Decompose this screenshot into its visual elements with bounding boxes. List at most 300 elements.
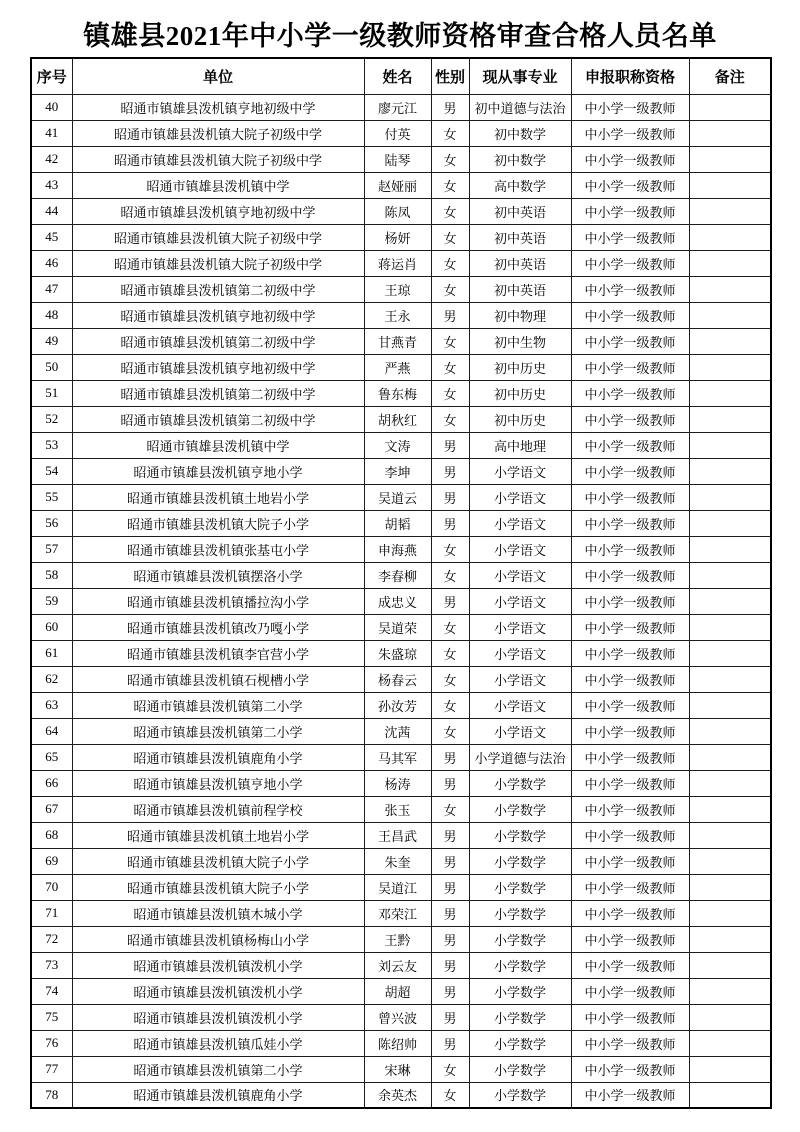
cell-serial: 63 — [31, 692, 72, 718]
cell-declared-title: 中小学一级教师 — [571, 692, 689, 718]
table-row — [31, 276, 771, 302]
cell-declared-title: 中小学一级教师 — [571, 640, 689, 666]
cell-gender: 男 — [431, 926, 469, 952]
cell-gender: 男 — [431, 588, 469, 614]
page-title: 镇雄县2021年中小学一级教师资格审查合格人员名单 — [83, 21, 717, 51]
cell-declared-title: 中小学一级教师 — [571, 354, 689, 380]
cell-unit: 昭通市镇雄县泼机镇第二初级中学 — [72, 406, 364, 432]
cell-serial: 76 — [31, 1030, 72, 1056]
cell-name: 宋琳 — [364, 1056, 431, 1082]
cell-remarks — [689, 380, 771, 406]
cell-unit: 昭通市镇雄县泼机镇第二小学 — [72, 692, 364, 718]
cell-remarks — [689, 1082, 771, 1108]
cell-unit: 昭通市镇雄县泼机镇石枧槽小学 — [72, 666, 364, 692]
table-row — [31, 900, 771, 926]
cell-name: 胡超 — [364, 978, 431, 1004]
table-row — [31, 380, 771, 406]
table-row — [31, 848, 771, 874]
table-row — [31, 588, 771, 614]
cell-gender: 男 — [431, 458, 469, 484]
cell-name: 吴道江 — [364, 874, 431, 900]
table-row — [31, 536, 771, 562]
cell-declared-title: 中小学一级教师 — [571, 796, 689, 822]
cell-serial: 43 — [31, 172, 72, 198]
cell-remarks — [689, 978, 771, 1004]
cell-gender: 女 — [431, 250, 469, 276]
table-row — [31, 1030, 771, 1056]
cell-remarks — [689, 198, 771, 224]
cell-gender: 男 — [431, 770, 469, 796]
cell-gender: 男 — [431, 978, 469, 1004]
cell-unit: 昭通市镇雄县泼机镇第二初级中学 — [72, 328, 364, 354]
table-row — [31, 770, 771, 796]
cell-remarks — [689, 848, 771, 874]
cell-remarks — [689, 718, 771, 744]
table-row — [31, 640, 771, 666]
cell-unit: 昭通市镇雄县泼机镇亨地初级中学 — [72, 302, 364, 328]
cell-remarks — [689, 224, 771, 250]
cell-remarks — [689, 744, 771, 770]
cell-name: 李春柳 — [364, 562, 431, 588]
cell-gender: 女 — [431, 796, 469, 822]
cell-remarks — [689, 640, 771, 666]
cell-profession: 小学数学 — [469, 926, 571, 952]
cell-serial: 59 — [31, 588, 72, 614]
cell-gender: 女 — [431, 120, 469, 146]
cell-declared-title: 中小学一级教师 — [571, 224, 689, 250]
cell-serial: 69 — [31, 848, 72, 874]
cell-serial: 52 — [31, 406, 72, 432]
cell-remarks — [689, 822, 771, 848]
cell-name: 胡秋红 — [364, 406, 431, 432]
cell-gender: 女 — [431, 276, 469, 302]
cell-gender: 男 — [431, 1004, 469, 1030]
table-row — [31, 146, 771, 172]
cell-profession: 小学数学 — [469, 900, 571, 926]
cell-declared-title: 中小学一级教师 — [571, 146, 689, 172]
cell-unit: 昭通市镇雄县泼机镇第二小学 — [72, 1056, 364, 1082]
cell-remarks — [689, 172, 771, 198]
cell-profession: 初中历史 — [469, 406, 571, 432]
cell-unit: 昭通市镇雄县泼机镇泼机小学 — [72, 978, 364, 1004]
cell-profession: 小学数学 — [469, 1056, 571, 1082]
cell-profession: 初中历史 — [469, 354, 571, 380]
cell-gender: 女 — [431, 1056, 469, 1082]
cell-name: 吴道荣 — [364, 614, 431, 640]
cell-remarks — [689, 328, 771, 354]
cell-unit: 昭通市镇雄县泼机镇亨地初级中学 — [72, 198, 364, 224]
cell-unit: 昭通市镇雄县泼机镇大院子小学 — [72, 510, 364, 536]
cell-declared-title: 中小学一级教师 — [571, 770, 689, 796]
cell-remarks — [689, 796, 771, 822]
table-row — [31, 874, 771, 900]
cell-name: 余英杰 — [364, 1082, 431, 1108]
cell-remarks — [689, 94, 771, 120]
cell-name: 朱奎 — [364, 848, 431, 874]
cell-serial: 50 — [31, 354, 72, 380]
cell-name: 申海燕 — [364, 536, 431, 562]
table-row — [31, 432, 771, 458]
cell-serial: 56 — [31, 510, 72, 536]
cell-gender: 女 — [431, 562, 469, 588]
cell-declared-title: 中小学一级教师 — [571, 978, 689, 1004]
table-row — [31, 224, 771, 250]
cell-gender: 女 — [431, 224, 469, 250]
table-row — [31, 302, 771, 328]
cell-remarks — [689, 1030, 771, 1056]
cell-declared-title: 中小学一级教师 — [571, 744, 689, 770]
roster-table — [30, 57, 772, 1109]
cell-profession: 小学语文 — [469, 692, 571, 718]
cell-name: 曾兴波 — [364, 1004, 431, 1030]
cell-serial: 41 — [31, 120, 72, 146]
cell-profession: 小学数学 — [469, 978, 571, 1004]
cell-name: 朱盛琼 — [364, 640, 431, 666]
cell-profession: 小学语文 — [469, 536, 571, 562]
cell-gender: 男 — [431, 510, 469, 536]
cell-name: 文涛 — [364, 432, 431, 458]
cell-name: 赵娅丽 — [364, 172, 431, 198]
cell-profession: 小学语文 — [469, 666, 571, 692]
table-row — [31, 94, 771, 120]
cell-profession: 小学语文 — [469, 484, 571, 510]
cell-profession: 小学数学 — [469, 1082, 571, 1108]
table-row — [31, 1004, 771, 1030]
cell-name: 严燕 — [364, 354, 431, 380]
cell-remarks — [689, 354, 771, 380]
cell-serial: 45 — [31, 224, 72, 250]
table-row — [31, 484, 771, 510]
cell-name: 杨涛 — [364, 770, 431, 796]
cell-name: 马其军 — [364, 744, 431, 770]
cell-unit: 昭通市镇雄县泼机镇大院子小学 — [72, 848, 364, 874]
cell-serial: 49 — [31, 328, 72, 354]
cell-name: 王昌武 — [364, 822, 431, 848]
header-serial: 序号 — [31, 58, 72, 94]
cell-serial: 64 — [31, 718, 72, 744]
cell-unit: 昭通市镇雄县泼机镇土地岩小学 — [72, 822, 364, 848]
cell-gender: 女 — [431, 614, 469, 640]
cell-unit: 昭通市镇雄县泼机镇亨地初级中学 — [72, 94, 364, 120]
cell-unit: 昭通市镇雄县泼机镇泼机小学 — [72, 952, 364, 978]
table-row — [31, 978, 771, 1004]
cell-name: 邓荣江 — [364, 900, 431, 926]
cell-gender: 男 — [431, 952, 469, 978]
cell-profession: 初中英语 — [469, 198, 571, 224]
cell-profession: 小学语文 — [469, 458, 571, 484]
cell-profession: 小学语文 — [469, 718, 571, 744]
cell-declared-title: 中小学一级教师 — [571, 198, 689, 224]
cell-serial: 47 — [31, 276, 72, 302]
cell-name: 廖元江 — [364, 94, 431, 120]
header-name: 姓名 — [364, 58, 431, 94]
header-unit: 单位 — [72, 58, 364, 94]
cell-gender: 男 — [431, 874, 469, 900]
cell-profession: 小学数学 — [469, 848, 571, 874]
cell-gender: 女 — [431, 380, 469, 406]
cell-unit: 昭通市镇雄县泼机镇泼机小学 — [72, 1004, 364, 1030]
cell-declared-title: 中小学一级教师 — [571, 900, 689, 926]
table-row — [31, 458, 771, 484]
cell-profession: 小学道德与法治 — [469, 744, 571, 770]
cell-serial: 74 — [31, 978, 72, 1004]
table-row — [31, 1056, 771, 1082]
cell-unit: 昭通市镇雄县泼机镇大院子小学 — [72, 874, 364, 900]
table-row — [31, 718, 771, 744]
cell-declared-title: 中小学一级教师 — [571, 276, 689, 302]
cell-profession: 初中英语 — [469, 224, 571, 250]
cell-serial: 67 — [31, 796, 72, 822]
cell-declared-title: 中小学一级教师 — [571, 822, 689, 848]
cell-gender: 女 — [431, 666, 469, 692]
table-row — [31, 796, 771, 822]
cell-name: 王永 — [364, 302, 431, 328]
table-row — [31, 666, 771, 692]
cell-declared-title: 中小学一级教师 — [571, 848, 689, 874]
cell-remarks — [689, 276, 771, 302]
cell-serial: 72 — [31, 926, 72, 952]
cell-unit: 昭通市镇雄县泼机镇中学 — [72, 432, 364, 458]
cell-remarks — [689, 926, 771, 952]
cell-gender: 女 — [431, 354, 469, 380]
cell-unit: 昭通市镇雄县泼机镇第二初级中学 — [72, 276, 364, 302]
cell-gender: 男 — [431, 848, 469, 874]
cell-declared-title: 中小学一级教师 — [571, 250, 689, 276]
cell-remarks — [689, 562, 771, 588]
cell-gender: 女 — [431, 692, 469, 718]
cell-profession: 小学数学 — [469, 1030, 571, 1056]
cell-gender: 男 — [431, 822, 469, 848]
cell-unit: 昭通市镇雄县泼机镇播拉沟小学 — [72, 588, 364, 614]
cell-unit: 昭通市镇雄县泼机镇摆洛小学 — [72, 562, 364, 588]
cell-unit: 昭通市镇雄县泼机镇李官营小学 — [72, 640, 364, 666]
cell-gender: 女 — [431, 1082, 469, 1108]
cell-profession: 小学数学 — [469, 796, 571, 822]
cell-remarks — [689, 1056, 771, 1082]
cell-profession: 小学语文 — [469, 588, 571, 614]
cell-name: 成忠义 — [364, 588, 431, 614]
cell-gender: 女 — [431, 198, 469, 224]
cell-declared-title: 中小学一级教师 — [571, 1056, 689, 1082]
cell-profession: 小学数学 — [469, 770, 571, 796]
cell-gender: 男 — [431, 744, 469, 770]
cell-gender: 女 — [431, 328, 469, 354]
table-row — [31, 510, 771, 536]
cell-serial: 73 — [31, 952, 72, 978]
table-row — [31, 744, 771, 770]
cell-remarks — [689, 458, 771, 484]
cell-remarks — [689, 432, 771, 458]
cell-gender: 男 — [431, 1030, 469, 1056]
cell-remarks — [689, 614, 771, 640]
cell-profession: 初中物理 — [469, 302, 571, 328]
cell-gender: 男 — [431, 900, 469, 926]
cell-name: 陈绍帅 — [364, 1030, 431, 1056]
table-row — [31, 614, 771, 640]
cell-unit: 昭通市镇雄县泼机镇杨梅山小学 — [72, 926, 364, 952]
cell-serial: 55 — [31, 484, 72, 510]
table-row — [31, 354, 771, 380]
cell-unit: 昭通市镇雄县泼机镇张基屯小学 — [72, 536, 364, 562]
cell-unit: 昭通市镇雄县泼机镇鹿角小学 — [72, 1082, 364, 1108]
cell-name: 刘云友 — [364, 952, 431, 978]
cell-serial: 57 — [31, 536, 72, 562]
cell-gender: 男 — [431, 302, 469, 328]
cell-serial: 44 — [31, 198, 72, 224]
table-row — [31, 172, 771, 198]
cell-unit: 昭通市镇雄县泼机镇瓜娃小学 — [72, 1030, 364, 1056]
cell-profession: 初中道德与法治 — [469, 94, 571, 120]
header-gender: 性别 — [431, 58, 469, 94]
cell-profession: 小学语文 — [469, 562, 571, 588]
table-row — [31, 692, 771, 718]
cell-gender: 女 — [431, 146, 469, 172]
cell-serial: 75 — [31, 1004, 72, 1030]
cell-remarks — [689, 146, 771, 172]
cell-remarks — [689, 770, 771, 796]
cell-declared-title: 中小学一级教师 — [571, 1082, 689, 1108]
cell-remarks — [689, 302, 771, 328]
cell-declared-title: 中小学一级教师 — [571, 614, 689, 640]
cell-name: 杨春云 — [364, 666, 431, 692]
cell-name: 陈凤 — [364, 198, 431, 224]
cell-gender: 女 — [431, 718, 469, 744]
cell-name: 吴道云 — [364, 484, 431, 510]
cell-profession: 小学语文 — [469, 510, 571, 536]
cell-name: 王琼 — [364, 276, 431, 302]
cell-unit: 昭通市镇雄县泼机镇亨地小学 — [72, 770, 364, 796]
cell-remarks — [689, 120, 771, 146]
cell-profession: 小学语文 — [469, 640, 571, 666]
cell-remarks — [689, 1004, 771, 1030]
table-row — [31, 328, 771, 354]
cell-serial: 70 — [31, 874, 72, 900]
cell-declared-title: 中小学一级教师 — [571, 302, 689, 328]
cell-serial: 68 — [31, 822, 72, 848]
cell-name: 陆琴 — [364, 146, 431, 172]
header-profession: 现从事专业 — [469, 58, 571, 94]
cell-serial: 66 — [31, 770, 72, 796]
table-row — [31, 198, 771, 224]
cell-declared-title: 中小学一级教师 — [571, 94, 689, 120]
cell-unit: 昭通市镇雄县泼机镇土地岩小学 — [72, 484, 364, 510]
cell-remarks — [689, 874, 771, 900]
table-row — [31, 952, 771, 978]
cell-declared-title: 中小学一级教师 — [571, 926, 689, 952]
cell-declared-title: 中小学一级教师 — [571, 874, 689, 900]
cell-declared-title: 中小学一级教师 — [571, 718, 689, 744]
table-row — [31, 822, 771, 848]
cell-declared-title: 中小学一级教师 — [571, 172, 689, 198]
cell-serial: 71 — [31, 900, 72, 926]
cell-declared-title: 中小学一级教师 — [571, 406, 689, 432]
cell-name: 杨妍 — [364, 224, 431, 250]
cell-profession: 小学数学 — [469, 952, 571, 978]
cell-profession: 小学数学 — [469, 874, 571, 900]
cell-profession: 初中英语 — [469, 250, 571, 276]
cell-name: 李坤 — [364, 458, 431, 484]
cell-declared-title: 中小学一级教师 — [571, 1004, 689, 1030]
cell-name: 蒋运肖 — [364, 250, 431, 276]
cell-profession: 小学数学 — [469, 1004, 571, 1030]
cell-name: 鲁东梅 — [364, 380, 431, 406]
cell-unit: 昭通市镇雄县泼机镇第二初级中学 — [72, 380, 364, 406]
cell-profession: 小学数学 — [469, 822, 571, 848]
cell-serial: 46 — [31, 250, 72, 276]
cell-declared-title: 中小学一级教师 — [571, 432, 689, 458]
cell-unit: 昭通市镇雄县泼机镇改乃嘎小学 — [72, 614, 364, 640]
cell-declared-title: 中小学一级教师 — [571, 536, 689, 562]
header-declared-title: 申报职称资格 — [571, 58, 689, 94]
cell-profession: 高中数学 — [469, 172, 571, 198]
cell-unit: 昭通市镇雄县泼机镇中学 — [72, 172, 364, 198]
cell-unit: 昭通市镇雄县泼机镇大院子初级中学 — [72, 146, 364, 172]
cell-profession: 初中数学 — [469, 120, 571, 146]
cell-profession: 高中地理 — [469, 432, 571, 458]
cell-gender: 女 — [431, 536, 469, 562]
cell-name: 胡韬 — [364, 510, 431, 536]
cell-declared-title: 中小学一级教师 — [571, 510, 689, 536]
header-remarks: 备注 — [689, 58, 771, 94]
cell-declared-title: 中小学一级教师 — [571, 1030, 689, 1056]
cell-serial: 78 — [31, 1082, 72, 1108]
cell-remarks — [689, 692, 771, 718]
cell-serial: 58 — [31, 562, 72, 588]
table-row — [31, 926, 771, 952]
cell-declared-title: 中小学一级教师 — [571, 952, 689, 978]
roster-body — [31, 94, 771, 1108]
cell-serial: 51 — [31, 380, 72, 406]
cell-serial: 60 — [31, 614, 72, 640]
cell-gender: 女 — [431, 406, 469, 432]
cell-unit: 昭通市镇雄县泼机镇木城小学 — [72, 900, 364, 926]
cell-remarks — [689, 510, 771, 536]
cell-profession: 初中英语 — [469, 276, 571, 302]
cell-profession: 初中历史 — [469, 380, 571, 406]
cell-remarks — [689, 484, 771, 510]
cell-unit: 昭通市镇雄县泼机镇亨地小学 — [72, 458, 364, 484]
cell-serial: 65 — [31, 744, 72, 770]
header-row — [31, 58, 771, 94]
cell-serial: 54 — [31, 458, 72, 484]
cell-declared-title: 中小学一级教师 — [571, 380, 689, 406]
cell-remarks — [689, 952, 771, 978]
cell-unit: 昭通市镇雄县泼机镇第二小学 — [72, 718, 364, 744]
cell-remarks — [689, 406, 771, 432]
cell-declared-title: 中小学一级教师 — [571, 562, 689, 588]
cell-name: 付英 — [364, 120, 431, 146]
cell-gender: 男 — [431, 94, 469, 120]
cell-serial: 53 — [31, 432, 72, 458]
cell-unit: 昭通市镇雄县泼机镇亨地初级中学 — [72, 354, 364, 380]
table-row — [31, 120, 771, 146]
cell-declared-title: 中小学一级教师 — [571, 588, 689, 614]
table-row — [31, 250, 771, 276]
cell-gender: 女 — [431, 172, 469, 198]
cell-remarks — [689, 666, 771, 692]
cell-gender: 男 — [431, 432, 469, 458]
cell-name: 孙汝芳 — [364, 692, 431, 718]
cell-serial: 61 — [31, 640, 72, 666]
cell-serial: 42 — [31, 146, 72, 172]
cell-declared-title: 中小学一级教师 — [571, 484, 689, 510]
cell-profession: 小学语文 — [469, 614, 571, 640]
cell-gender: 男 — [431, 484, 469, 510]
cell-unit: 昭通市镇雄县泼机镇前程学校 — [72, 796, 364, 822]
cell-declared-title: 中小学一级教师 — [571, 120, 689, 146]
cell-unit: 昭通市镇雄县泼机镇大院子初级中学 — [72, 250, 364, 276]
cell-serial: 48 — [31, 302, 72, 328]
